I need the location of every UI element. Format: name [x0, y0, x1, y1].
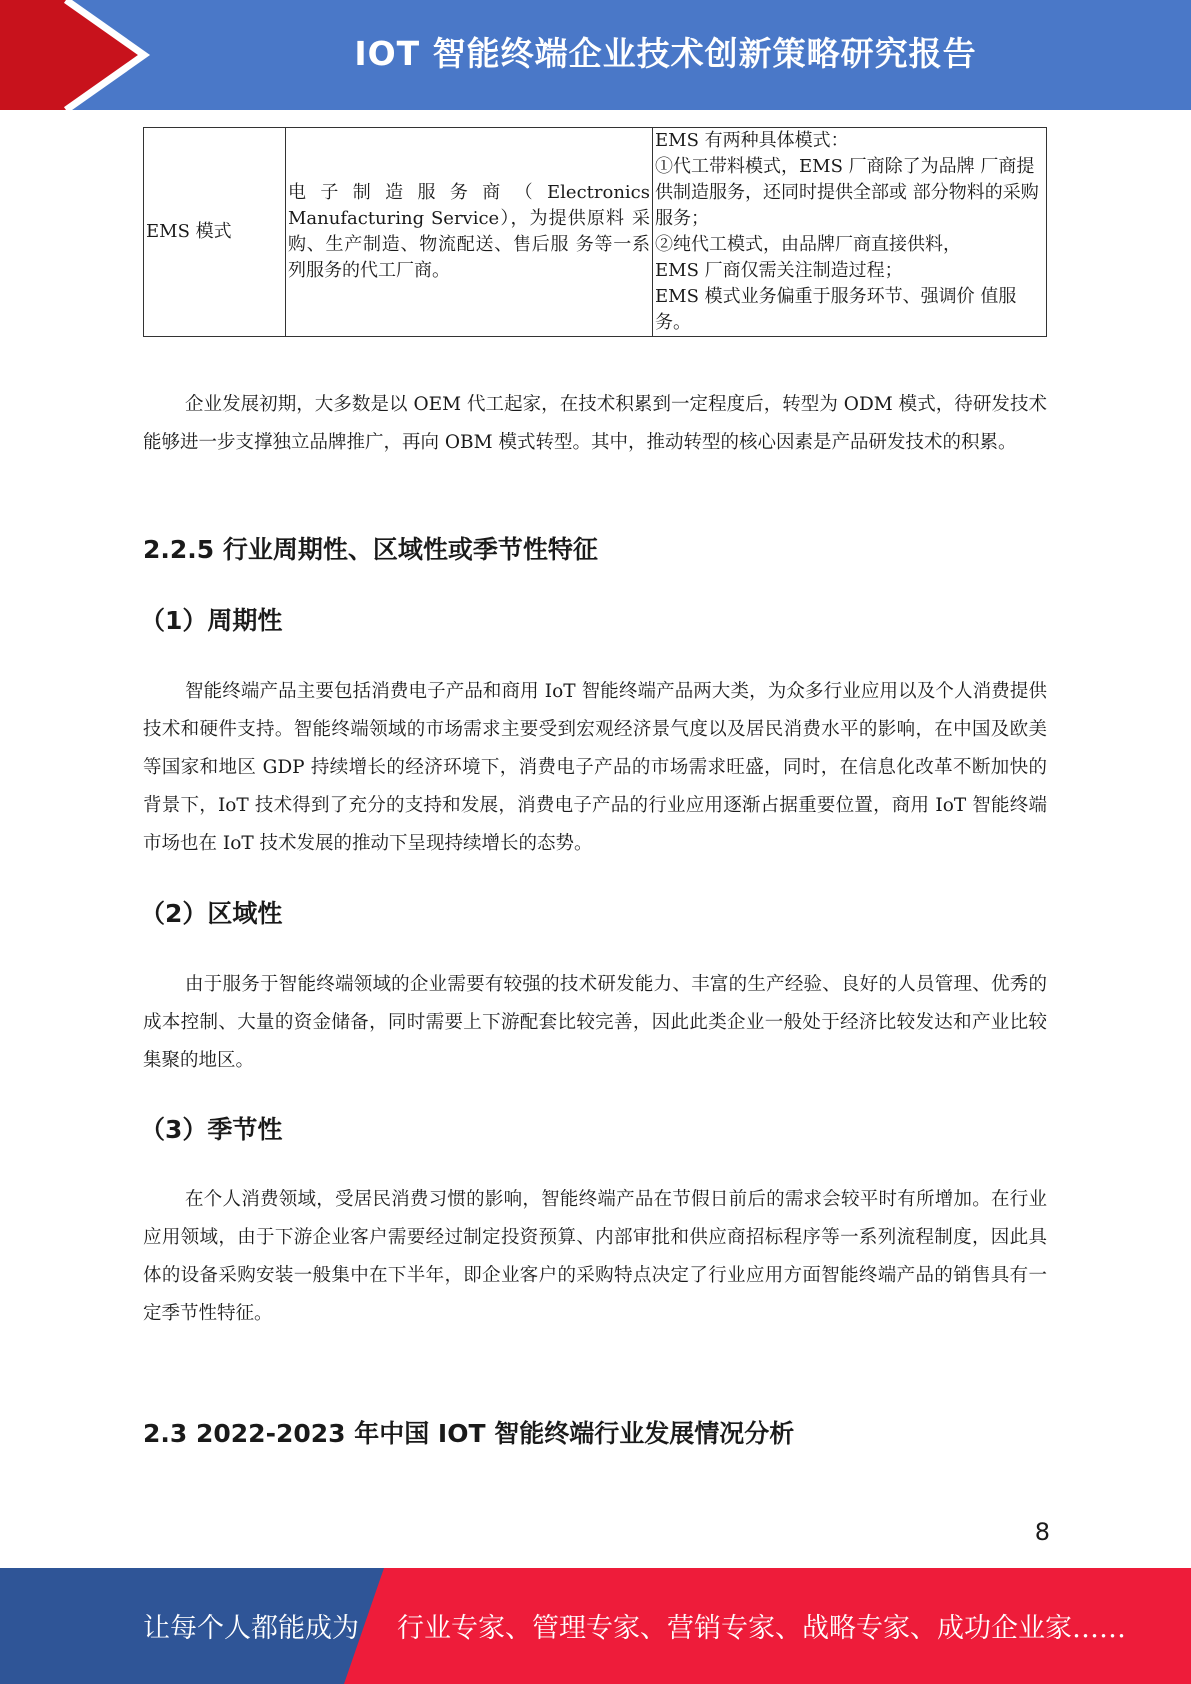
header-arrow-decoration [0, 0, 160, 110]
intro-paragraph: 企业发展初期，大多数是以 OEM 代工起家，在技术积累到一定程度后，转型为 ODM 模式，待研发技术能够进一步支撑独立品牌推广，再向 OBM 模式转型。其中，推动转型的核心因素是产品研发技术的积累。 [143, 394, 1047, 453]
definition-cell: 电子制造服务商（Electronics Manufacturing Service），为提供原料 采购、生产制造、物流配送、售后服 务等一系列服务的代工厂商。 [286, 128, 653, 337]
regionality-paragraph: 由于服务于智能终端领域的企业需要有较强的技术研发能力、丰富的生产经验、良好的人员管理、优秀的成本控制、大量的资金储备，同时需要上下游配套比较完善，因此此类企业一般处于经济比较发达和产业比较集聚的地区。 [143, 974, 1047, 1071]
details-line: ②纯代工模式，由品牌厂商直接供料， [655, 234, 961, 255]
subheading-regionality: （2）区域性 [140, 899, 283, 928]
table-row [144, 128, 1047, 337]
details-line: EMS 模式业务偏重于服务环节、强调价 值服务。 [655, 286, 1017, 333]
page-header [0, 0, 1191, 110]
page-number: 8 [1034, 1518, 1050, 1546]
footer-slogan-right: 行业专家、管理专家、营销专家、战略专家、成功企业家…… [397, 1613, 1126, 1644]
business-mode-table [143, 127, 1047, 337]
report-title: IOT 智能终端企业技术创新策略研究报告 [354, 34, 977, 73]
details-line: EMS 有两种具体模式： [655, 130, 849, 151]
subheading-seasonality: （3）季节性 [140, 1115, 283, 1144]
details-line: EMS 厂商仅需关注制造过程； [655, 260, 903, 281]
footer-slogan-left: 让每个人都能成为 [143, 1613, 359, 1644]
page-footer [0, 1568, 1191, 1684]
seasonality-paragraph: 在个人消费领域，受居民消费习惯的影响，智能终端产品在节假日前后的需求会较平时有所增加。在行业应用领域，由于下游企业客户需要经过制定投资预算、内部审批和供应商招标程序等一系列流程制度，因此具体的设备采购安装一般集中在下半年，即企业客户的采购特点决定了行业应用方面智能终端产品的销售具有一定季节性特征。 [143, 1189, 1047, 1324]
section-heading-2-3: 2.3 2022-2023 年中国 IOT 智能终端行业发展情况分析 [143, 1419, 795, 1448]
subheading-cyclicality: （1）周期性 [140, 606, 283, 635]
section-heading-2-2-5: 2.2.5 行业周期性、区域性或季节性特征 [143, 535, 598, 564]
cyclicality-paragraph: 智能终端产品主要包括消费电子产品和商用 IoT 智能终端产品两大类，为众多行业应用以及个人消费提供技术和硬件支持。智能终端领域的市场需求主要受到宏观经济景气度以及居民消费水平的影响，在中国及欧美等国家和地区 GDP 持续增长的经济环境下，消费电子产品的市场需求旺盛，同时，在信息化改革不断加快的背景下，IoT 技术得到了充分的支持和发展，消费电子产品的行业应用逐渐占据重要位置，商用 IoT 智能终端市场也在 IoT 技术发展的推动下呈现持续增长的态势。 [143, 681, 1047, 854]
details-cell [653, 128, 1047, 337]
details-line: ①代工带料模式，EMS 厂商除了为品牌 厂商提供制造服务，还同时提供全部或 部分物料的采购服务； [655, 156, 1039, 229]
mode-cell: EMS 模式 [144, 128, 286, 337]
